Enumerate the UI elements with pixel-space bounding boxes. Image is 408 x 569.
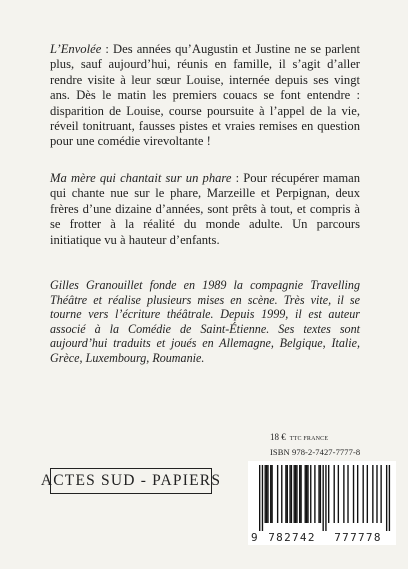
barcode-bar <box>347 465 348 523</box>
barcode-bar <box>277 465 278 523</box>
barcode-right-digits: 777778 <box>334 531 382 544</box>
price-line <box>270 432 390 442</box>
barcode-bar <box>291 465 292 523</box>
publisher-logo <box>40 468 222 494</box>
barcode-bar <box>281 465 282 523</box>
barcode-bar <box>357 465 358 523</box>
publisher-name: ACTES SUD - PAPIERS <box>40 472 222 489</box>
barcode-bar <box>367 465 368 523</box>
barcode-bar <box>287 465 288 523</box>
author-bio-text: Gilles Granouillet fonde en 1989 la compagnie Travelling Théâtre et réalise plusieurs mises en scène. Très vite, il se tourne vers l’écriture théâtrale. Depuis 1999, il est auteur associé à la Comédie de Saint-Étienne. Ses textes sont aujourd’hui traduits et joués en Allemagne, Belgique, Italie, Grèce, Luxembourg, Roumanie. <box>50 278 360 365</box>
barcode-bar <box>338 465 339 523</box>
barcode-bar <box>320 465 321 523</box>
barcode-bar <box>380 465 381 523</box>
barcode-bar <box>306 465 307 523</box>
barcode <box>248 461 396 545</box>
barcode-bar <box>262 465 263 531</box>
barcode-bar <box>259 465 260 531</box>
barcode-bar <box>271 465 272 523</box>
synopsis-envolee-text: : Des années qu’Augustin et Justine ne se parlent plus, sauf aujourd’hui, réunis en famille, il s’agit d’aller rendre visite à leur sœur Louise, internée depuis ses vingt ans. Dès le matin les premiers couacs se font entendre : disparition de Louise, course poursuite à l’appel de la vie, réveil tonitruant, fausses pistes et vraies remises en question pour une comédie virevoltante ! <box>50 42 360 149</box>
barcode-left-digits: 782742 <box>268 531 316 544</box>
barcode-bar <box>289 465 290 523</box>
synopsis-ma-mere <box>50 171 360 248</box>
barcode-bar <box>372 465 373 523</box>
barcode-bar <box>267 465 268 523</box>
barcode-bar <box>376 465 377 523</box>
barcode-bar <box>343 465 344 523</box>
synopsis-ma-mere-text: : Pour récupérer maman qui chante nue sur le phare, Marzeille et Perpignan, deux frères d’une dizaine d’années, sont prêts à tout, et compris à se frotter à la réalité du monde adulte. Un parcours initiatique vu à hauteur d’enfants. <box>50 171 360 247</box>
isbn: ISBN 978-2-7427-7777-8 <box>270 447 361 457</box>
barcode-bar <box>353 465 354 523</box>
barcode-bar <box>300 465 301 523</box>
barcode-bar <box>285 465 286 523</box>
barcode-bar <box>296 465 297 523</box>
price-amount: 18 € <box>270 432 286 442</box>
barcode-bar <box>363 465 364 523</box>
barcode-bar <box>334 465 335 523</box>
barcode-bar <box>318 465 319 523</box>
barcode-bar <box>295 465 296 523</box>
barcode-bar <box>270 465 271 523</box>
barcode-bar <box>307 465 308 523</box>
author-bio <box>50 278 360 366</box>
barcode-lead-digit: 9 <box>251 531 258 544</box>
barcode-bar <box>322 465 323 531</box>
barcode-bar <box>305 465 306 523</box>
barcode-bar <box>314 465 315 523</box>
synopsis-envolee <box>50 42 360 150</box>
price-note: TTC FRANCE <box>289 436 329 442</box>
barcode-digits <box>248 531 396 545</box>
barcode-bar <box>299 465 300 523</box>
barcode-bars <box>248 461 396 533</box>
synopsis-ma-mere-title: Ma mère qui chantait sur un phare <box>50 171 232 185</box>
barcode-bar <box>310 465 311 523</box>
barcode-bar <box>294 465 295 523</box>
barcode-bar <box>265 465 266 523</box>
barcode-bar <box>325 465 326 531</box>
barcode-bar <box>386 465 387 531</box>
barcode-bar <box>328 465 329 523</box>
barcode-bar <box>389 465 390 531</box>
synopsis-envolee-title: L’Envolée <box>50 42 102 56</box>
barcode-bar <box>266 465 267 523</box>
